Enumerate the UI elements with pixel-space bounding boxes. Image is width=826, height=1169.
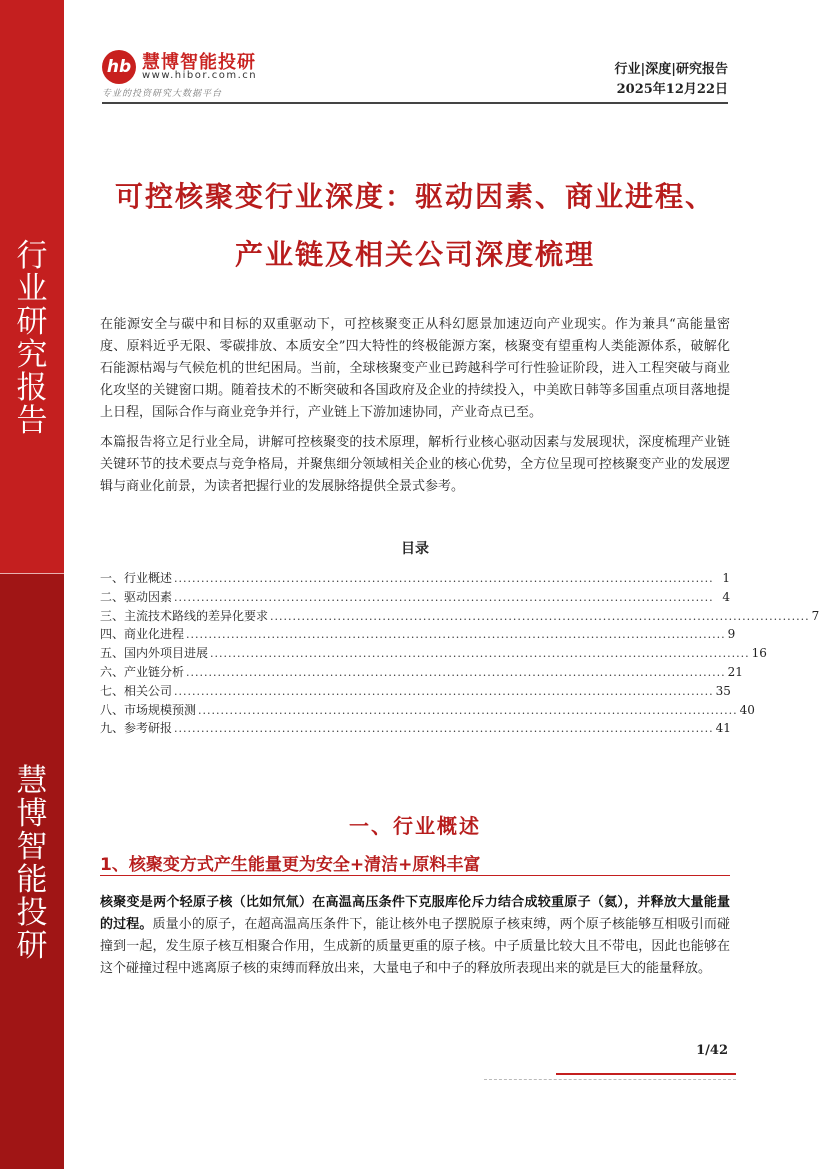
- toc-item[interactable]: 九、参考研报 ........................................................................................................................ 41: [100, 721, 731, 736]
- sidebar: [0, 0, 64, 1169]
- intro-paragraph-2: 本篇报告将立足行业全局，讲解可控核聚变的技术原理，解析行业核心驱动因素与发展现状，深度梳理产业链关键环节的技术要点与竞争格局，并聚焦细分领域相关企业的核心优势，全方位呈现可控核聚变产业的发展逻辑与商业化前景，为读者把握行业的发展脉络提供全景式参考。: [100, 435, 730, 494]
- report-meta: [615, 60, 728, 100]
- section-body: [100, 892, 730, 980]
- report-category: 行业|深度|研究报告: [614, 62, 728, 77]
- section-body-rest: 质量小的原子，在超高温高压条件下，能让核外电子摆脱原子核束缚，两个原子核能够互相吸引而碰撞到一起，发生原子核互相聚合作用，生成新的质量更重的原子核。中子质量比较大且不带电，因此也能够在这个碰撞过程中逃离原子核的束缚而释放出来，大量电子和中子的释放所表现出来的就是巨大的能量释放。: [100, 917, 730, 976]
- intro-paragraph-1: 在能源安全与碳中和目标的双重驱动下，可控核聚变正从科幻愿景加速迈向产业现实。作为兼具“高能量密度、原料近乎无限、零碳排放、本质安全”四大特性的终极能源方案，核聚变有望重构人类能源体系，破解化石能源枯竭与气候危机的世纪困局。当前，全球核聚变产业已跨越科学可行性验证阶段，进入工程突破与商业化攻坚的关键窗口期。随着技术的不断突破和各国政府及企业的持续投入，中美欧日韩等多国重点项目落地提上日程，国际合作与商业竞争并行，产业链上下游加速协同，产业奇点已至。: [100, 317, 730, 420]
- footer-rule: [556, 1073, 736, 1075]
- brand-logo: [102, 48, 302, 100]
- footer-dashed-rule: [484, 1079, 736, 1080]
- toc-item[interactable]: 八、市场规模预测 ........................................................................................................................ 40: [100, 702, 755, 717]
- toc-item[interactable]: 四、商业化进程 ........................................................................................................................ 9: [100, 627, 736, 642]
- section-body-bold: 核聚变是两个轻原子核（比如氘氚）在高温高压条件下克服库伦斥力结合成较重原子（氦），并释放大量能量的过程。: [100, 895, 730, 932]
- sidebar-top-text: 行 业 研 究 报 告: [16, 238, 48, 439]
- sidebar-bottom-text: 慧 博 智 能 投 研: [16, 763, 48, 964]
- report-date: 2025年12月22日: [616, 82, 728, 97]
- logo-name: 慧博智能投研: [142, 52, 256, 73]
- title-line-2: 产业链及相关公司深度梳理: [234, 238, 595, 271]
- subsection-title: 1、核聚变方式产生能量更为安全+清洁+原料丰富: [100, 855, 481, 875]
- logo-slogan: 专业的投资研究大数据平台: [102, 89, 223, 99]
- title-line-1: 可控核聚变行业深度：驱动因素、商业进程、: [114, 180, 715, 213]
- page-title: [100, 168, 730, 284]
- logo-url: www.hibor.com.cn: [142, 70, 258, 81]
- toc-item[interactable]: 五、国内外项目进展 ........................................................................................................................ 16: [100, 646, 767, 661]
- table-of-contents: [100, 569, 820, 738]
- sidebar-divider: [0, 573, 64, 574]
- logo-mark-icon: hb: [102, 50, 136, 84]
- toc-item[interactable]: 二、驱动因素 ........................................................................................................................ 4: [100, 589, 730, 604]
- page-number: 1/42: [696, 1043, 728, 1058]
- toc-item[interactable]: 一、行业概述 ........................................................................................................................ 1: [100, 571, 730, 585]
- subsection-divider: [100, 875, 730, 876]
- section-title: 一、行业概述: [349, 814, 481, 838]
- header-divider: [102, 102, 728, 104]
- toc-item[interactable]: 三、主流技术路线的差异化要求 ........................................................................................................................ 7: [100, 608, 820, 623]
- toc-title: 目录: [401, 541, 429, 557]
- toc-item[interactable]: 六、产业链分析 ........................................................................................................................ 21: [100, 664, 743, 679]
- toc-item[interactable]: 七、相关公司 ........................................................................................................................ 35: [100, 683, 731, 698]
